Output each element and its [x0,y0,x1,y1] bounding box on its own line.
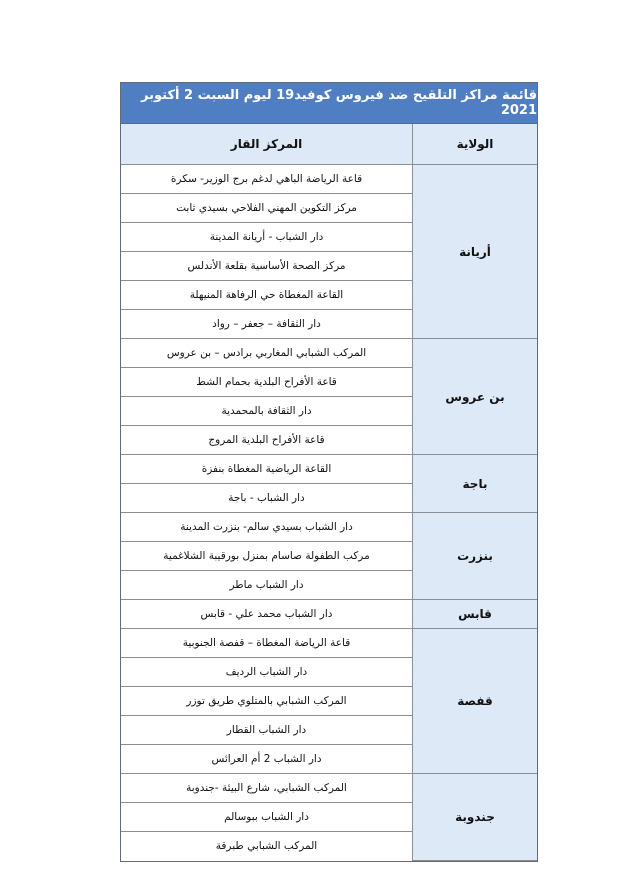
table-row [121,165,537,194]
column-header-row [121,124,537,165]
center-cell: القاعة المغطاة حي الرفاهة المنيهلة [121,281,413,310]
center-cell: قاعة الرياضة الباهي لدغم برج الوزير- سكرة [121,165,413,194]
center-cell: المركب الشبابي بالمتلوي طريق توزر [121,687,413,716]
center-cell: قاعة الأفراح البلدية بحمام الشط [121,368,413,397]
center-cell: قاعة الرياضة المغطاة – قفصة الجنوبية [121,629,413,658]
center-cell: دار الثقافة بالمحمدية [121,397,413,426]
table-row [121,629,537,658]
center-cell: دار الشباب محمد علي - قابس [121,600,413,629]
center-cell: المركب الشبابي المغاربي برادس – بن عروس [121,339,413,368]
center-cell: دار الشباب ببوسالم [121,803,413,832]
governorate-cell: أريانة [413,165,538,339]
governorate-cell: بنزرت [413,513,538,600]
governorate-cell: بن عروس [413,339,538,455]
center-cell: دار الشباب الرديف [121,658,413,687]
column-header-center: المركز القار [121,124,413,165]
table-body [121,165,537,861]
center-cell: القاعة الرياضية المغطاة بنفزة [121,455,413,484]
center-cell: دار الشباب - باجة [121,484,413,513]
center-cell: المركب الشبابي طبرقة [121,832,413,861]
center-cell: دار الشباب ماطر [121,571,413,600]
table-title: قائمة مراكز التلقيح ضد فيروس كوفيد19 ليوم السبت 2 أكتوبر 2021 [121,83,537,124]
center-cell: دار الشباب 2 أم العرائس [121,745,413,774]
center-cell: دار الشباب - أريانة المدينة [121,223,413,252]
center-cell: مركز الصحة الأساسية بقلعة الأندلس [121,252,413,281]
centers-table [121,124,537,861]
table-row [121,455,537,484]
governorate-cell: جندوبة [413,774,538,861]
vaccination-centers-table-sheet [120,82,538,862]
column-header-governorate: الولاية [413,124,538,165]
table-row [121,339,537,368]
center-cell: دار الثقافة – جعفر – رواد [121,310,413,339]
center-cell: دار الشباب القطار [121,716,413,745]
governorate-cell: قابس [413,600,538,629]
center-cell: المركب الشبابي، شارع البيئة -جندوبة [121,774,413,803]
center-cell: قاعة الأفراح البلدية المروج [121,426,413,455]
table-row [121,513,537,542]
governorate-cell: قفصة [413,629,538,774]
center-cell: مركب الطفولة صاسام بمنزل بورقيبة الشلاغمية [121,542,413,571]
center-cell: دار الشباب بسيدي سالم- بنزرت المدينة [121,513,413,542]
center-cell: مركز التكوين المهني الفلاحي بسيدي ثابت [121,194,413,223]
table-row [121,600,537,629]
table-row [121,774,537,803]
governorate-cell: باجة [413,455,538,513]
